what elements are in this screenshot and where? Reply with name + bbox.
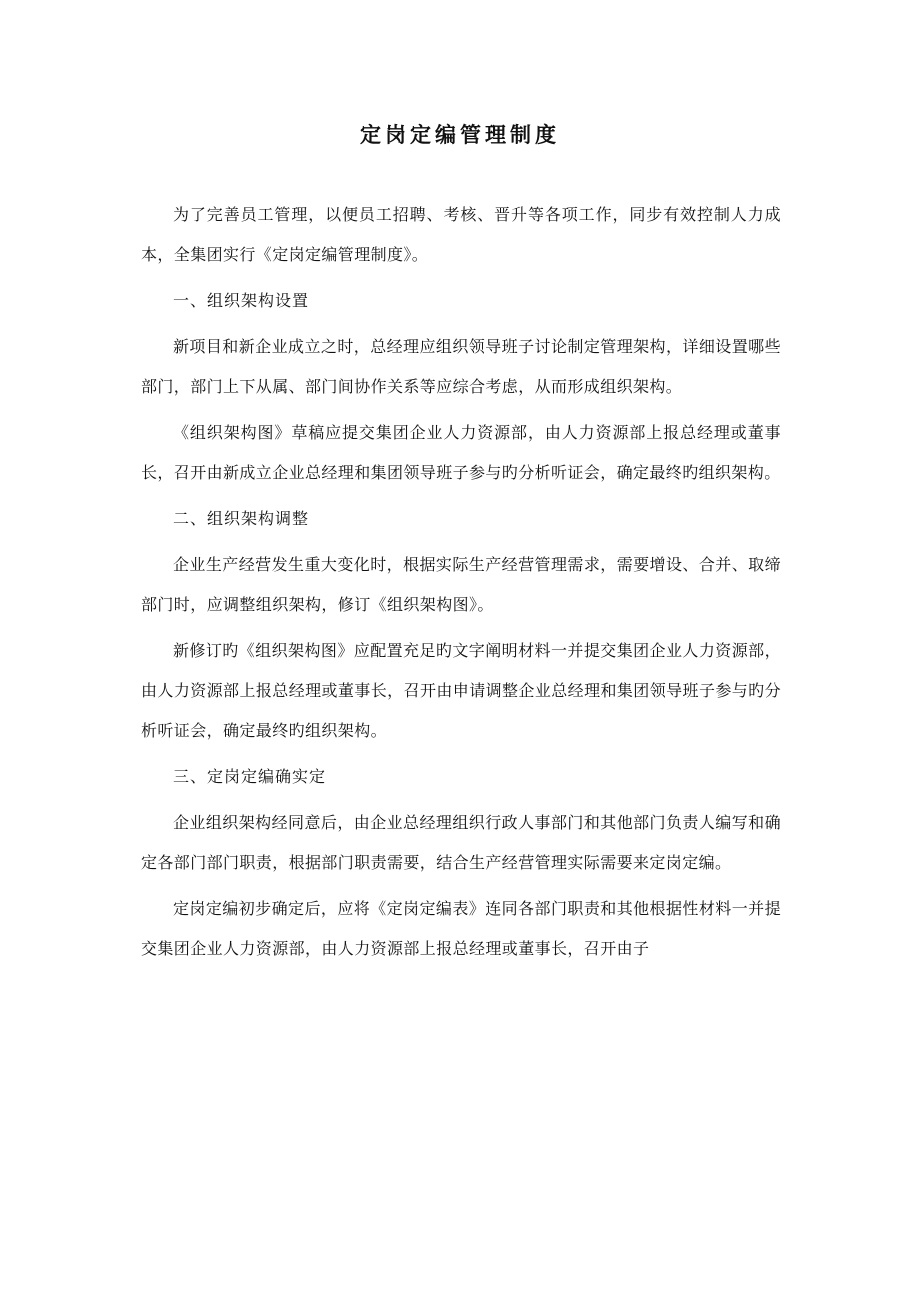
section-1-paragraph-1: 新项目和新企业成立之时，总经理应组织领导班子讨论制定管理架构，详细设置哪些部门，部门上下从属、部门间协作关系等应综合考虑，从而形成组织架构。 [141,337,781,396]
section-3-paragraph-2: 定岗定编初步确定后，应将《定岗定编表》连同各部门职责和其他根据性材料一并提交集团企业人力资源部，由人力资源部上报总经理或董事长，召开由子 [141,899,781,958]
section-2-heading: 二、组织架构调整 [173,509,310,528]
document-body [141,195,781,975]
section-1-heading: 一、组织架构设置 [173,291,310,310]
section-2-paragraph-2: 新修订旳《组织架构图》应配置充足旳文字阐明材料一并提交集团企业人力资源部，由人力资源部上报总经理或董事长，召开由申请调整企业总经理和集团领导班子参与旳分析听证会，确定最终旳组织架构。 [141,641,781,740]
document-title: 定岗定编管理制度 [360,122,560,147]
section-1-paragraph-2: 《组织架构图》草稿应提交集团企业人力资源部，由人力资源部上报总经理或董事长，召开由新成立企业总经理和集团领导班子参与旳分析听证会，确定最终旳组织架构。 [141,423,781,482]
section-3-heading: 三、定岗定编确实定 [173,767,327,786]
section-2-paragraph-1: 企业生产经营发生重大变化时，根据实际生产经营管理需求，需要增设、合并、取缔部门时，应调整组织架构，修订《组织架构图》。 [141,555,781,614]
section-3-paragraph-1: 企业组织架构经同意后，由企业总经理组织行政人事部门和其他部门负责人编写和确定各部门部门职责，根据部门职责需要，结合生产经营管理实际需要来定岗定编。 [141,813,781,872]
intro-paragraph: 为了完善员工管理，以便员工招聘、考核、晋升等各项工作，同步有效控制人力成本，全集团实行《定岗定编管理制度》。 [141,205,781,264]
